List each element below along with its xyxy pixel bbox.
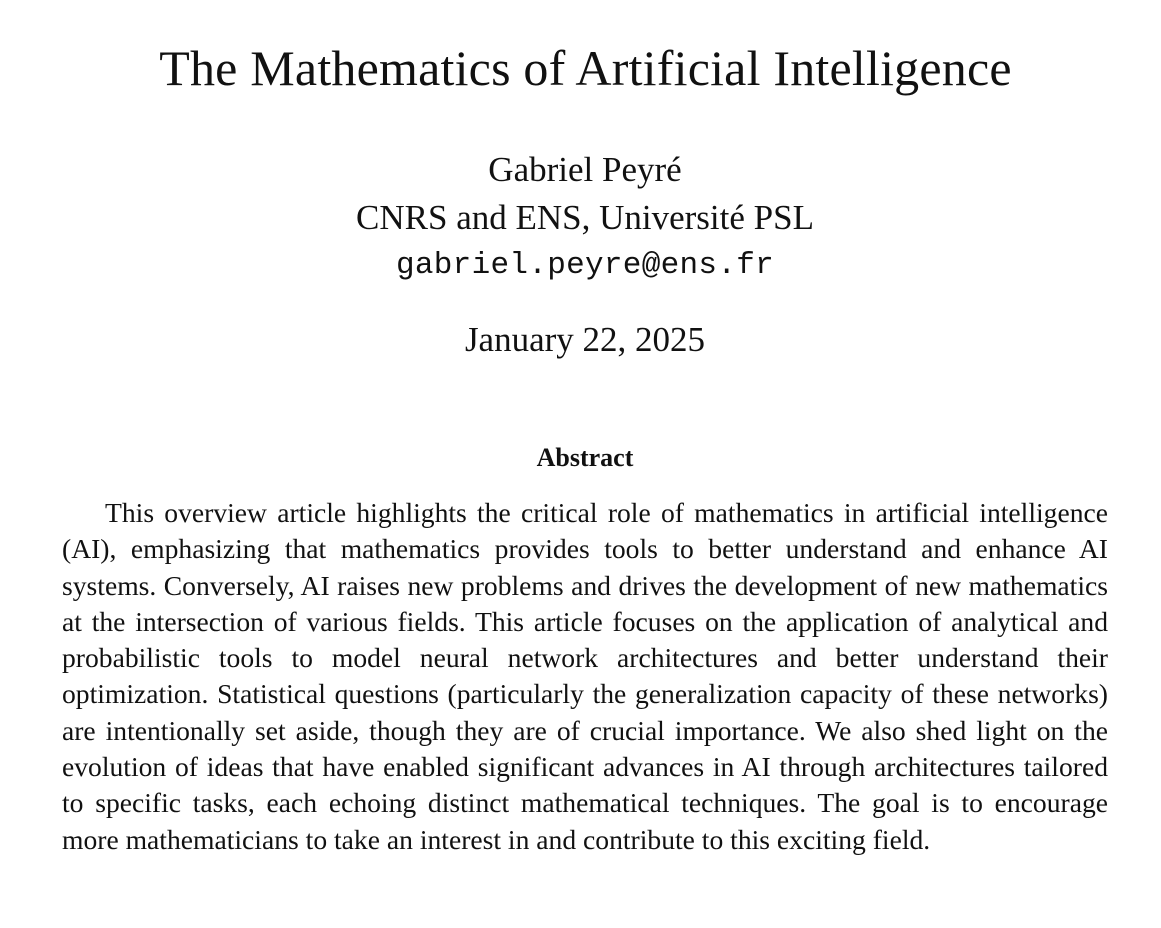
publication-date: January 22, 2025	[464, 320, 706, 359]
author-email: gabriel.peyre@ens.fr	[395, 248, 775, 283]
abstract-body	[62, 495, 1108, 858]
author-block	[0, 146, 1161, 290]
author-affiliation: CNRS and ENS, Université PSL	[356, 198, 814, 237]
paper-title: The Mathematics of Artificial Intelligence	[159, 40, 1012, 96]
author-name: Gabriel Peyré	[488, 150, 682, 189]
abstract-text: This overview article highlights the critical role of mathematics in artificial intelligence (AI), emphasizing that mathematics provides tools to better understand and enhance AI systems. Conversely, AI raises new problems and drives the development of new mathematics at the intersection of various fields. This article focuses on the application of analytical and probabilistic tools to model neural network architectures and better understand their optimization. Statistical questions (particularly the generalization capacity of these networks) are intentionally set aside, though they are of crucial importance. We also shed light on the evolution of ideas that have enabled significant advances in AI through architectures tailored to specific tasks, each echoing distinct mathematical techniques. The goal is to encourage more mathematicians to take an interest in and contribute to this exciting field.	[62, 497, 1108, 855]
abstract-heading: Abstract	[536, 443, 634, 472]
